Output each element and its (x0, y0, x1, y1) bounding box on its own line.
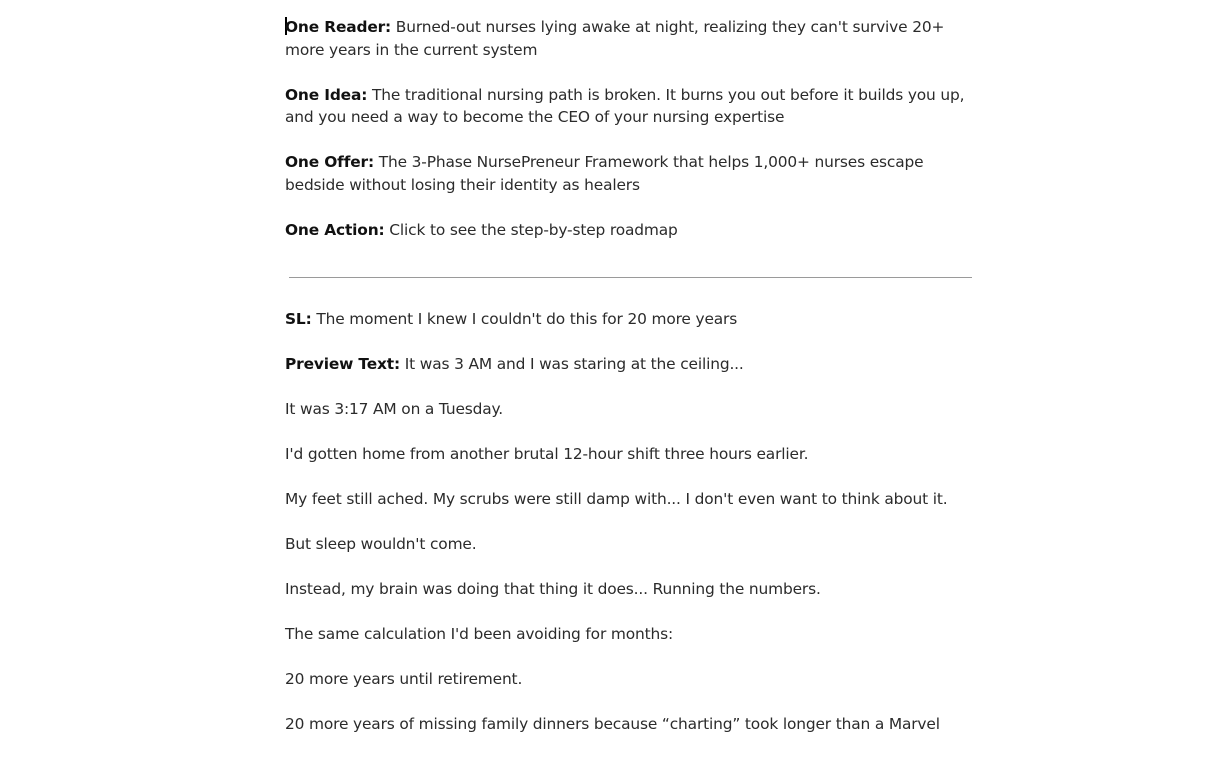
body-paragraph[interactable]: I'd gotten home from another brutal 12-hour shift three hours earlier. (285, 445, 809, 463)
one-offer-text: The 3-Phase NursePreneur Framework that helps 1,000+ nurses escape bedside without losing their identity as healers (285, 153, 924, 194)
preview-text-paragraph[interactable] (285, 353, 985, 376)
horizontal-divider (289, 277, 972, 278)
one-idea-text: The traditional nursing path is broken. It burns you out before it builds you up, and you need a way to become the CEO of your nursing expertise (285, 85, 965, 126)
body-paragraph[interactable]: The same calculation I'd been avoiding for months: (285, 625, 673, 643)
one-action-label: One Action: (285, 220, 385, 239)
body-paragraph[interactable]: 20 more years until retirement. (285, 670, 523, 688)
one-idea-label: One Idea: (285, 85, 368, 104)
preview-text-label: Preview Text: (285, 355, 401, 373)
subject-line-paragraph[interactable] (285, 308, 985, 331)
preview-text-value: It was 3 AM and I was staring at the ceiling... (400, 355, 744, 373)
one-reader-label: One Reader: (285, 18, 392, 36)
body-paragraph[interactable]: But sleep wouldn't come. (285, 535, 477, 553)
body-paragraph[interactable]: It was 3:17 AM on a Tuesday. (285, 400, 504, 418)
one-offer-label: One Offer: (285, 153, 374, 171)
one-action-paragraph[interactable] (285, 219, 977, 242)
subject-line-label: SL: (285, 310, 312, 328)
subject-line-text: The moment I knew I couldn't do this for 20 more years (311, 310, 738, 328)
email-section (285, 308, 985, 758)
body-paragraph[interactable]: Instead, my brain was doing that thing it does... Running the numbers. (285, 580, 821, 598)
body-paragraph[interactable]: My feet still ached. My scrubs were still damp with... I don't even want to think about it. (285, 490, 948, 508)
one-reader-text: Burned-out nurses lying awake at night, realizing they can't survive 20+ more years in the current system (285, 18, 945, 59)
framework-section (285, 16, 977, 241)
body-paragraph[interactable]: 20 more years of missing family dinners because “charting” took longer than a Marvel (285, 715, 940, 733)
one-idea-paragraph[interactable] (285, 84, 977, 129)
one-action-text: Click to see the step-by-step roadmap (384, 220, 678, 239)
one-reader-paragraph[interactable] (285, 16, 977, 61)
one-offer-paragraph[interactable] (285, 151, 977, 196)
